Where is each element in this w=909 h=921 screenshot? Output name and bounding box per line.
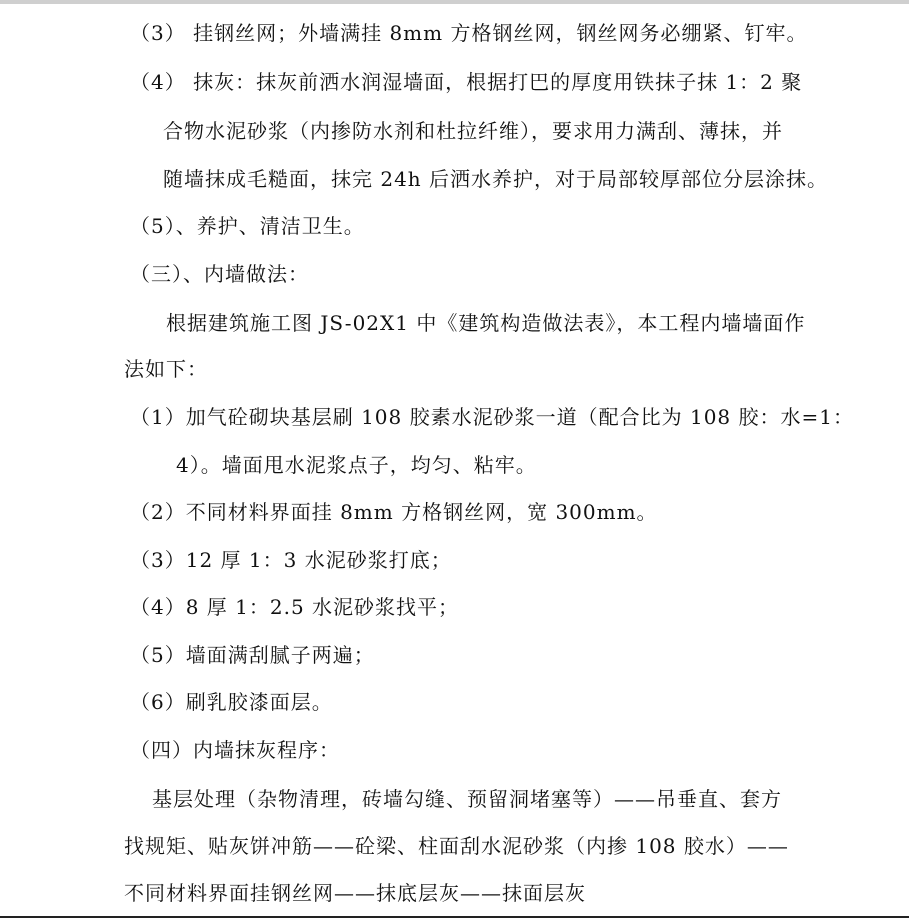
text-line-7: 根据建筑施工图 JS-02X1 中《建筑构造做法表》，本工程内墙墙面作	[166, 311, 806, 335]
text-line-5: （5）、养护、清洁卫生。	[130, 214, 365, 238]
text-line-18: 找规矩、贴灰饼冲筋——砼梁、柱面刮水泥砂浆（内掺 108 胶水）——	[124, 834, 789, 858]
text-line-12: （3）12 厚 1：3 水泥砂浆打底；	[130, 548, 452, 572]
text-line-17: 基层处理（杂物清理，砖墙勾缝、预留洞堵塞等）——吊垂直、套方	[152, 787, 782, 811]
section-heading-inner-wall: （三）、内墙做法：	[130, 262, 309, 286]
text-line-10: 4）。墙面甩水泥浆点子，均匀、粘牢。	[176, 453, 537, 477]
text-line-8: 法如下：	[124, 357, 208, 381]
section-heading-plaster-procedure: （四）内墙抹灰程序：	[130, 738, 340, 762]
text-line-2: （4） 抹灰：抹灰前洒水润湿墙面，根据打巴的厚度用铁抹子抹 1：2 聚	[130, 70, 803, 94]
text-line-11: （2）不同材料界面挂 8mm 方格钢丝网，宽 300mm。	[130, 500, 658, 524]
text-line-15: （6）刷乳胶漆面层。	[130, 690, 333, 714]
text-line-9: （1）加气砼砌块基层刷 108 胶素水泥砂浆一道（配合比为 108 胶：水=1：	[130, 405, 854, 429]
text-line-13: （4）8 厚 1：2.5 水泥砂浆找平；	[130, 595, 460, 619]
bottom-border	[0, 916, 909, 918]
text-line-1: （3） 挂钢丝网；外墙满挂 8mm 方格钢丝网，钢丝网务必绷紧、钉牢。	[130, 21, 808, 45]
text-line-14: （5）墙面满刮腻子两遍；	[130, 643, 375, 667]
text-line-3: 合物水泥砂浆（内掺防水剂和杜拉纤维），要求用力满刮、薄抹，并	[163, 119, 783, 143]
top-border	[0, 0, 909, 4]
text-line-19: 不同材料界面挂钢丝网——抹底层灰——抹面层灰	[124, 881, 586, 905]
text-line-4: 随墙抹成毛糙面，抹完 24h 后洒水养护，对于局部较厚部位分层涂抹。	[163, 167, 829, 191]
